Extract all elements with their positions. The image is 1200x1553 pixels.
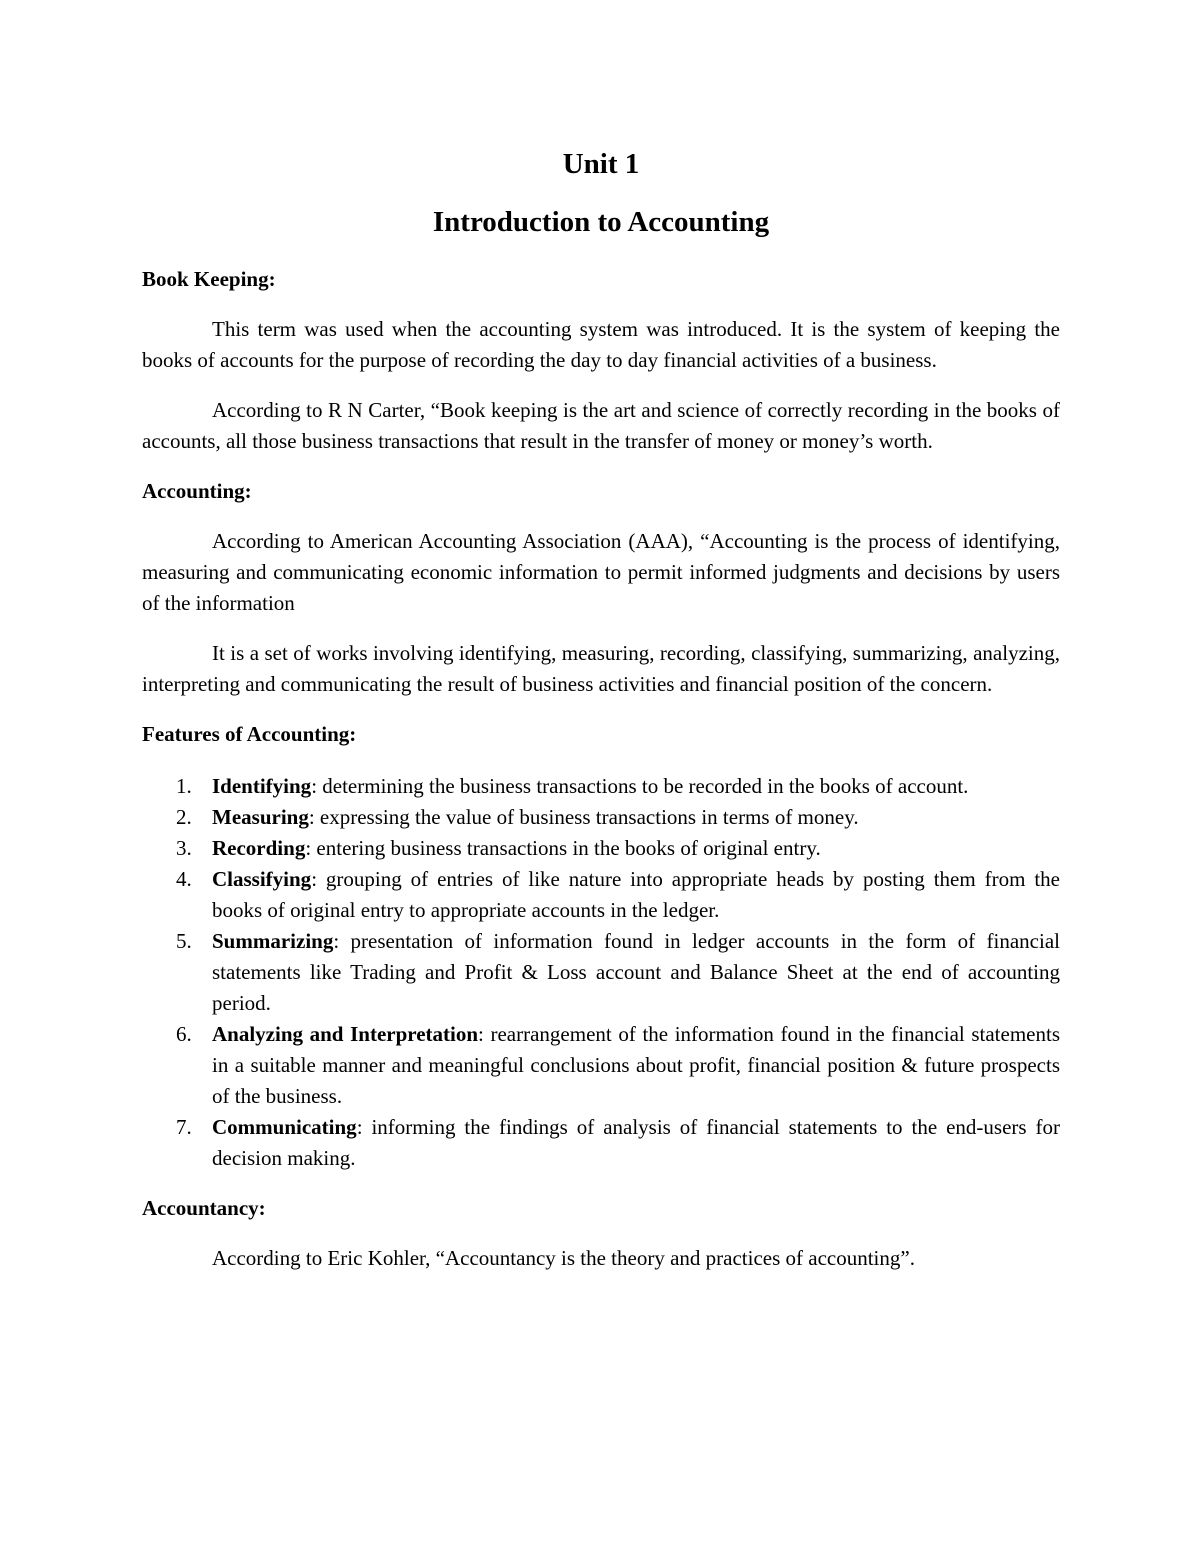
feature-description: : rearrangement of the information found in the financial statements in a suitable manner and meaningful conclusions about profit, financial position & future prospects of the business.	[212, 1022, 1060, 1108]
list-number: 4.	[176, 867, 192, 891]
feature-term: Recording	[212, 836, 306, 860]
feature-description: : presentation of information found in ledger accounts in the form of financial statements like Trading and Profit & Loss account and Balance Sheet at the end of accounting period.	[212, 929, 1060, 1015]
list-number: 2.	[176, 805, 192, 829]
page-title: Introduction to Accounting	[432, 206, 770, 238]
list-item	[176, 802, 1060, 833]
heading-accounting: Accounting:	[142, 479, 252, 503]
paragraph-aaa-quote: According to American Accounting Association (AAA), “Accounting is the process of identifying, measuring and communicating economic information to permit informed judgments and decisions by users of the information	[142, 529, 1060, 615]
heading-book-keeping: Book Keeping:	[142, 267, 276, 291]
feature-term: Identifying	[212, 774, 312, 798]
paragraph-kohler-quote: According to Eric Kohler, “Accountancy is the theory and practices of accounting”.	[212, 1246, 915, 1270]
list-number: 5.	[176, 929, 192, 953]
list-item	[176, 1112, 1060, 1174]
unit-title: Unit 1	[562, 148, 640, 180]
heading-accountancy: Accountancy:	[142, 1196, 266, 1220]
heading-features: Features of Accounting:	[142, 722, 357, 746]
list-number: 1.	[176, 774, 192, 798]
feature-term: Analyzing and Interpretation	[212, 1022, 479, 1046]
list-item	[176, 926, 1060, 1019]
document-page	[142, 128, 1060, 1274]
list-number: 6.	[176, 1022, 192, 1046]
paragraph-carter-quote: According to R N Carter, “Book keeping is the art and science of correctly recording in the books of accounts, all those business transactions that result in the transfer of money or money’s worth.	[142, 398, 1060, 453]
list-item	[176, 771, 1060, 802]
feature-description: : entering business transactions in the books of original entry.	[305, 836, 821, 860]
feature-description: : grouping of entries of like nature into appropriate heads by posting them from the books of original entry to appropriate accounts in the ledger.	[212, 867, 1060, 922]
list-number: 3.	[176, 836, 192, 860]
paragraph-accounting-works: It is a set of works involving identifying, measuring, recording, classifying, summarizing, analyzing, interpreting and communicating the result of business activities and financial position of the concern.	[142, 641, 1060, 696]
feature-term: Classifying	[212, 867, 312, 891]
list-number: 7.	[176, 1115, 192, 1139]
feature-description: : determining the business transactions to be recorded in the books of account.	[311, 774, 969, 798]
feature-description: : informing the findings of analysis of financial statements to the end-users for decision making.	[212, 1115, 1060, 1170]
feature-term: Communicating	[212, 1115, 357, 1139]
feature-term: Measuring	[212, 805, 309, 829]
list-item	[176, 1019, 1060, 1112]
list-item	[176, 864, 1060, 926]
feature-term: Summarizing	[212, 929, 334, 953]
features-list	[142, 771, 1060, 1174]
paragraph-book-keeping-definition: This term was used when the accounting system was introduced. It is the system of keeping the books of accounts for the purpose of recording the day to day financial activities of a business.	[142, 317, 1060, 372]
feature-description: : expressing the value of business transactions in terms of money.	[308, 805, 859, 829]
list-item	[176, 833, 1060, 864]
